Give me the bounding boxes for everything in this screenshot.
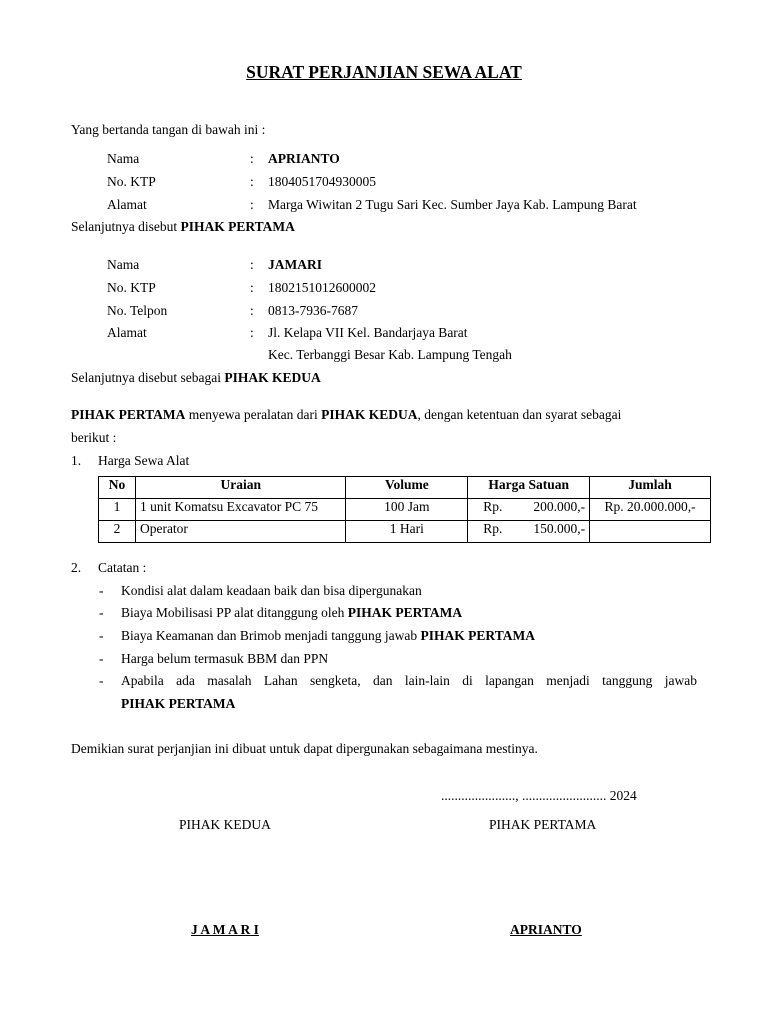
pihak-pertama-alamat: Marga Wiwitan 2 Tugu Sari Kec. Sumber Jaya Kab. Lampung Barat — [268, 197, 637, 212]
list-dash: - — [99, 651, 104, 666]
unit-price: 150.000,- — [533, 521, 586, 536]
cell-harga-satuan — [468, 521, 590, 543]
label-telpon: No. Telpon — [107, 303, 168, 318]
colon: : — [250, 197, 254, 212]
unit-price: 200.000,- — [533, 499, 586, 514]
cell-volume: 1 Hari — [346, 521, 468, 543]
section-2-label: Catatan : — [98, 560, 147, 575]
note-item-3: Biaya Keamanan dan Brimob menjadi tanggung jawab PIHAK PERTAMA — [121, 628, 535, 643]
note-item-2: Biaya Mobilisasi PP alat ditanggung oleh PIHAK PERTAMA — [121, 605, 463, 620]
label-alamat: Alamat — [107, 197, 147, 212]
signature-role-right: PIHAK PERTAMA — [489, 817, 597, 832]
list-dash: - — [99, 673, 104, 688]
pihak-pertama-ktp: 1804051704930005 — [268, 174, 376, 189]
pihak-kedua-nama: JAMARI — [268, 257, 322, 272]
header-uraian: Uraian — [135, 477, 346, 499]
colon: : — [250, 325, 254, 340]
closing-statement: Demikian surat perjanjian ini dibuat untuk dapat dipergunakan sebagaimana mestinya. — [71, 741, 538, 756]
list-dash: - — [99, 583, 104, 598]
cell-no: 2 — [99, 521, 136, 543]
note-item-1: Kondisi alat dalam keadaan baik dan bisa dipergunakan — [121, 583, 422, 598]
label-ktp: No. KTP — [107, 280, 156, 295]
colon: : — [250, 257, 254, 272]
list-dash: - — [99, 628, 104, 643]
note-item-5-line1: Apabila ada masalah Lahan sengketa, dan lain-lain di lapangan menjadi tanggung jawab — [121, 673, 697, 688]
table-row — [99, 499, 711, 521]
currency-label: Rp. — [483, 521, 503, 536]
document-title: SURAT PERJANJIAN SEWA ALAT — [246, 62, 522, 82]
pihak-pertama-nama: APRIANTO — [268, 151, 340, 166]
cell-jumlah — [590, 521, 711, 543]
cell-jumlah: Rp. 20.000.000,- — [590, 499, 711, 521]
label-ktp: No. KTP — [107, 174, 156, 189]
cell-volume: 100 Jam — [346, 499, 468, 521]
signature-name-right: APRIANTO — [510, 922, 582, 937]
intro-text: Yang bertanda tangan di bawah ini : — [71, 122, 266, 137]
label-nama: Nama — [107, 257, 140, 272]
label-alamat: Alamat — [107, 325, 147, 340]
table-row — [99, 521, 711, 543]
cell-harga-satuan — [468, 499, 590, 521]
cell-uraian: Operator — [135, 521, 346, 543]
label-nama: Nama — [107, 151, 140, 166]
signature-role-left: PIHAK KEDUA — [179, 817, 271, 832]
rental-price-table — [98, 476, 711, 543]
colon: : — [250, 151, 254, 166]
date-line: ......................, ......................... 2024 — [441, 788, 637, 803]
colon: : — [250, 174, 254, 189]
section-1-number: 1. — [71, 453, 82, 468]
pihak-pertama-designation: Selanjutnya disebut PIHAK PERTAMA — [71, 219, 295, 234]
section-1-label: Harga Sewa Alat — [98, 453, 190, 468]
header-no: No — [99, 477, 136, 499]
pihak-kedua-alamat-1: Jl. Kelapa VII Kel. Bandarjaya Barat — [268, 325, 468, 340]
pihak-kedua-telpon: 0813-7936-7687 — [268, 303, 358, 318]
header-harga-satuan: Harga Satuan — [468, 477, 590, 499]
cell-no: 1 — [99, 499, 136, 521]
terms-intro-line2: berikut : — [71, 430, 117, 445]
list-dash: - — [99, 605, 104, 620]
table-header-row — [99, 477, 711, 499]
signature-name-left: J A M A R I — [191, 922, 259, 937]
section-2-number: 2. — [71, 560, 82, 575]
cell-uraian: 1 unit Komatsu Excavator PC 75 — [135, 499, 346, 521]
pihak-kedua-ktp: 1802151012600002 — [268, 280, 376, 295]
colon: : — [250, 303, 254, 318]
header-volume: Volume — [346, 477, 468, 499]
terms-intro-line1: PIHAK PERTAMA menyewa peralatan dari PIHAK KEDUA, dengan ketentuan dan syarat sebagai — [71, 407, 622, 422]
colon: : — [250, 280, 254, 295]
header-jumlah: Jumlah — [590, 477, 711, 499]
note-item-4: Harga belum termasuk BBM dan PPN — [121, 651, 329, 666]
currency-label: Rp. — [483, 499, 503, 514]
pihak-kedua-designation: Selanjutnya disebut sebagai PIHAK KEDUA — [71, 370, 321, 385]
pihak-kedua-alamat-2: Kec. Terbanggi Besar Kab. Lampung Tengah — [268, 347, 512, 362]
note-item-5-line2: PIHAK PERTAMA — [121, 696, 236, 711]
